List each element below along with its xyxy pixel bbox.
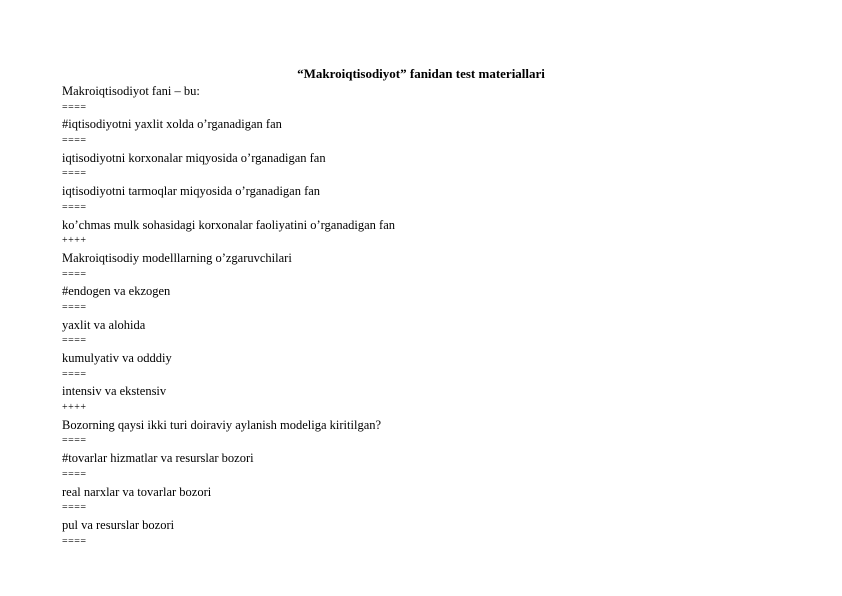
answer-option-line: iqtisodiyotni tarmoqlar miqyosida o’rganadigan fan [62, 184, 321, 199]
separator-line: ==== [62, 502, 87, 514]
separator-line: ==== [62, 468, 87, 480]
separator-line: ==== [62, 301, 87, 313]
separator-line: ==== [62, 335, 87, 347]
answer-option-line: ko’chmas mulk sohasidagi korxonalar faoliyatini o’rganadigan fan [62, 217, 396, 232]
separator-line: ==== [62, 368, 87, 380]
separator-line: ++++ [62, 235, 87, 247]
answer-option-line: yaxlit va alohida [62, 317, 146, 332]
question-line: Makroiqtisodiyot fani – bu: [62, 84, 200, 98]
separator-line: ==== [62, 135, 87, 147]
separator-line: ==== [62, 268, 87, 280]
answer-option-line: iqtisodiyotni korxonalar miqyosida o’rganadigan fan [62, 150, 326, 165]
separator-line: ==== [62, 435, 87, 447]
answer-option-line: real narxlar va tovarlar bozori [62, 484, 212, 499]
test-content-lines [62, 83, 822, 550]
separator-line: ==== [62, 201, 87, 213]
question-line: Makroiqtisodiy modelllarning o’zgaruvchilari [62, 250, 292, 265]
answer-option-line: kumulyativ va odddiy [62, 351, 172, 365]
answer-option-line: #iqtisodiyotni yaxlit xolda o’rganadigan fan [62, 117, 282, 132]
separator-line: ==== [62, 168, 87, 180]
answer-option-line: #endogen va ekzogen [62, 284, 171, 299]
separator-line: ==== [62, 535, 87, 547]
document-title: “Makroiqtisodiyot” fanidan test materiallari [297, 66, 545, 81]
separator-line: ==== [62, 101, 87, 113]
answer-option-line: pul va resurslar bozori [62, 517, 175, 532]
answer-option-line: intensiv va ekstensiv [62, 384, 167, 399]
separator-line: ++++ [62, 402, 87, 414]
answer-option-line: #tovarlar hizmatlar va resurslar bozori [62, 451, 254, 466]
question-line: Bozorning qaysi ikki turi doiraviy aylanish modeliga kiritilgan? [62, 417, 382, 432]
